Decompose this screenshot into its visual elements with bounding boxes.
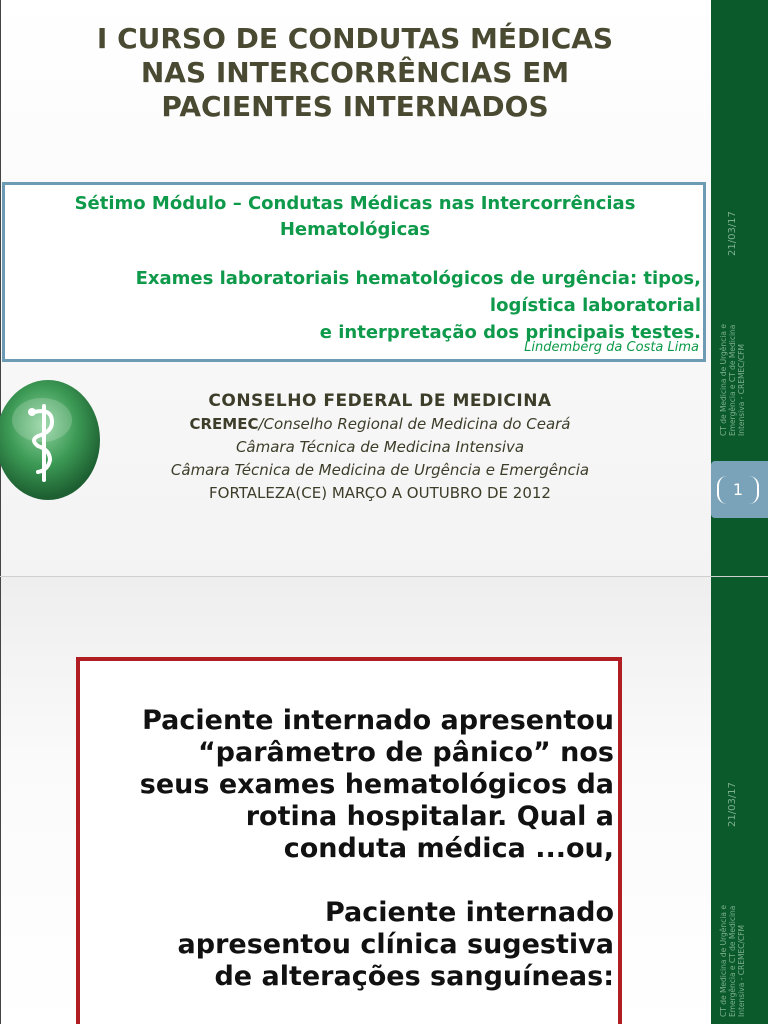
org-chamber-1: Câmara Técnica de Medicina Intensiva [235, 438, 525, 456]
slide-footer [719, 905, 746, 1017]
course-title-line: I CURSO DE CONDUTAS MÉDICAS [96, 22, 614, 55]
org-acronym: CREMEC [189, 415, 259, 433]
author-name: Lindemberg da Costa Lima [524, 340, 699, 355]
page-number-tab [711, 461, 768, 518]
question-line: apresentou clínica sugestiva [177, 929, 614, 960]
module-subtitle-line: logística laboratorial [489, 295, 701, 316]
module-title [15, 191, 695, 243]
slide-left-border [0, 577, 1, 1024]
caduceus-icon [0, 378, 102, 506]
course-title [20, 22, 690, 124]
org-regional-line [120, 413, 640, 436]
question-line: seus exames hematológicos da [139, 769, 614, 800]
question-line: de alterações sanguíneas: [214, 961, 614, 992]
footer-line: Intensiva - CREMEC/CFM [737, 344, 746, 436]
org-name: CONSELHO FEDERAL DE MEDICINA [208, 391, 552, 411]
footer-line: Emergência e CT de Medicina [728, 324, 737, 436]
question-line: rotina hospitalar. Qual a [245, 801, 614, 832]
question-line: Paciente internado [324, 897, 614, 928]
question-spacer [88, 865, 614, 897]
slide-footer [719, 324, 746, 436]
footer-line: CT de Medicina de Urgência e [719, 905, 728, 1017]
org-chamber-2: Câmara Técnica de Medicina de Urgência e Emergência [170, 461, 590, 479]
org-regional: /Conselho Regional de Medicina do Ceará [258, 415, 571, 433]
module-title-line: Sétimo Módulo – Condutas Médicas nas Intercorrências [74, 193, 636, 214]
slide-date: 21/03/17 [727, 211, 738, 256]
slide-date: 21/03/17 [727, 782, 738, 827]
slide-2 [0, 577, 768, 1024]
module-subtitle [15, 265, 701, 346]
module-subtitle-line: e interpretação dos principais testes. [319, 322, 701, 343]
page-number: 1 [717, 476, 759, 504]
question-line: Paciente internado apresentou [142, 705, 614, 736]
question-box [76, 657, 622, 1024]
footer-line: Intensiva - CREMEC/CFM [737, 925, 746, 1017]
course-title-line: PACIENTES INTERNADOS [161, 90, 549, 123]
question-line: “parâmetro de pânico” nos [197, 737, 614, 768]
location-date: FORTALEZA(CE) MARÇO A OUTUBRO DE 2012 [209, 484, 551, 502]
module-box [2, 182, 706, 362]
module-subtitle-line: Exames laboratoriais hematológicos de urgência: tipos, [135, 268, 701, 289]
footer-line: CT de Medicina de Urgência e [719, 324, 728, 436]
question-line: conduta médica ...ou, [283, 833, 614, 864]
organization-block [120, 390, 640, 505]
question-text [88, 705, 614, 993]
slide-sidebar [711, 577, 768, 1024]
footer-line: Emergência e CT de Medicina [728, 905, 737, 1017]
course-title-line: NAS INTERCORRÊNCIAS EM [140, 56, 570, 89]
module-title-line: Hematológicas [279, 219, 431, 240]
